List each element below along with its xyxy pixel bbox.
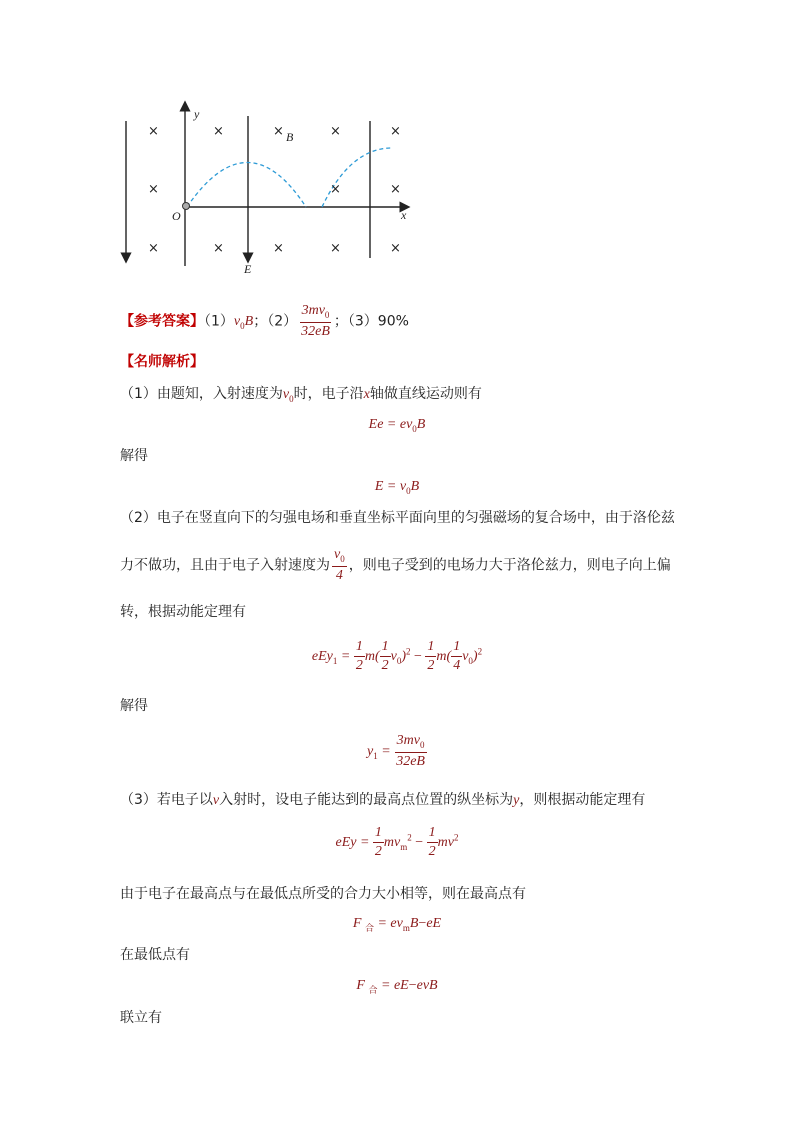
analysis-line-4: 转，根据动能定理有 bbox=[120, 604, 246, 620]
svg-text:×: × bbox=[148, 124, 159, 139]
analysis-line-8: 联立有 bbox=[120, 1010, 162, 1026]
equation-3: eEy$_1$ = $\frac{1}{2}$ m( $\frac{1}{2}$ $v_0)^2$ − $\frac{1}{2}$ m( $\frac{1}{4}$ $v_0)^2$ bbox=[311, 639, 483, 673]
svg-text:×: × bbox=[273, 124, 284, 139]
solve-text-1: 解得 bbox=[120, 448, 148, 464]
x-axis-label: x bbox=[401, 208, 407, 222]
equation-5: eEy = $\frac{1}{2}$ $mv_m^2$ − $\frac{1}{2}$ $mv^2$ bbox=[335, 825, 459, 859]
physics-field-diagram bbox=[110, 96, 420, 278]
analysis-line-5: （3）若电子以v入射时，设电子能达到的最高点位置的纵坐标为y，则根据动能定理有 bbox=[120, 792, 646, 808]
equation-4: $y_1$ = $\frac{3mv_0}{32eB}$ bbox=[367, 733, 425, 769]
svg-text:×: × bbox=[148, 241, 159, 256]
analysis-line-3: 力不做功，且由于电子入射速度为 $\frac{v_0}{4}$ ，则电子受到的电场力大于洛伦兹力，则电子向上偏 bbox=[120, 547, 671, 583]
analysis-line-2: （2）电子在竖直向下的匀强电场和垂直坐标平面向里的匀强磁场的复合场中，由于洛伦兹 bbox=[120, 510, 675, 526]
magnetic-field-crosses bbox=[148, 124, 401, 256]
E-label: E bbox=[244, 262, 252, 276]
svg-text:×: × bbox=[148, 182, 159, 197]
svg-text:×: × bbox=[213, 124, 224, 139]
answer-fraction-2: $\frac{3mv_0}{32eB}$ bbox=[301, 303, 330, 339]
y-axis-label: y bbox=[194, 107, 200, 121]
svg-text:×: × bbox=[330, 241, 341, 256]
electron-particle bbox=[183, 203, 190, 210]
trajectory-arc-2 bbox=[322, 148, 392, 207]
equation-1: $Ee = ev_0B$ bbox=[368, 417, 426, 434]
reference-answer: 【参考答案】$(1)v_0B$；（2） $\frac{3mv_0}{32eB}$ ；（3）90% bbox=[120, 303, 409, 339]
svg-text:×: × bbox=[273, 241, 284, 256]
equation-6: F $_合 = ev_mB-eE$ bbox=[352, 916, 442, 933]
analysis-line-7: 在最低点有 bbox=[120, 947, 190, 963]
svg-text:×: × bbox=[390, 182, 401, 197]
analysis-line-1: （1）由题知，入射速度为$v_0$时，电子沿x轴做直线运动则有 bbox=[120, 386, 482, 404]
analysis-title: 【名师解析】 bbox=[120, 354, 204, 370]
svg-text:×: × bbox=[330, 182, 341, 197]
origin-label: O bbox=[172, 209, 181, 223]
equation-7: F $_合$ = eE−evB bbox=[356, 978, 438, 995]
analysis-line-6: 由于电子在最高点与在最低点所受的合力大小相等，则在最高点有 bbox=[120, 886, 526, 902]
svg-text:×: × bbox=[390, 241, 401, 256]
answer-title: 【参考答案】 bbox=[120, 313, 204, 330]
svg-text:×: × bbox=[330, 124, 341, 139]
equation-2: $E = v_0B$ bbox=[374, 479, 420, 496]
svg-text:×: × bbox=[390, 124, 401, 139]
trajectory-arc-1 bbox=[187, 163, 306, 208]
solve-text-2: 解得 bbox=[120, 698, 148, 714]
svg-text:×: × bbox=[213, 241, 224, 256]
B-label: B bbox=[286, 130, 294, 144]
